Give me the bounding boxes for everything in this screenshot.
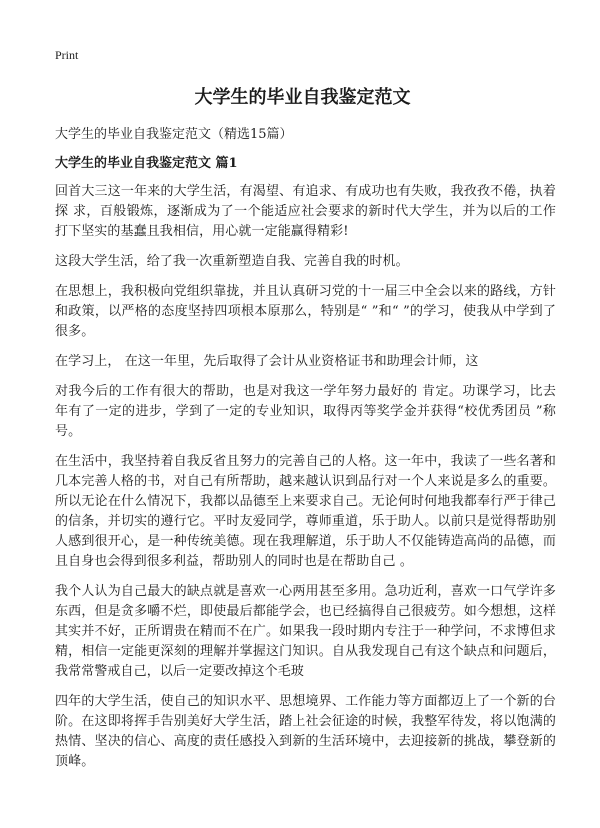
- paragraph: 四年的大学生活，使自己的知识水平、思想境界、工作能力等方面都迈上了一个新的台阶。在这即将挥手告别美好大学生活，踏上社会征途的时候，我整军待发，将以饱满的热情、坚决的信心、高度的责任感投入到新的生活环境中，去迎接新的挑战，攀登新的顶峰。: [55, 694, 556, 769]
- print-link[interactable]: Print: [55, 48, 79, 62]
- section-heading: 大学生的毕业自我鉴定范文 篇1: [55, 156, 238, 171]
- paragraph: 在学习上， 在这一年里，先后取得了会计从业资格证书和助理会计师，这: [55, 354, 479, 369]
- paragraph: 这段大学生活，给了我一次重新塑造自我、完善自我的时机。: [55, 254, 409, 269]
- paragraph: 回首大三这一年来的大学生活，有渴望、有追求、有成功也有失败，我孜孜不倦，执着探 求，百般锻炼，逐渐成为了一个能适应社会要求的新时代大学生，并为以后的工作打下坚实的基蠢且我相信，用心就一定能赢得精彩!: [55, 184, 556, 239]
- paragraph: 我个人认为自己最大的缺点就是喜欢一心两用甚至多用。急功近利，喜欢一口气学许多东西，但是贪多嚼不烂，即使最后都能学会，也已经搞得自己很疲劳。如今想想，这样其实并不好，正所谓贵在精而不在广。如果我一段时期内专注于一种学问，不求博但求精，相信一定能更深刻的理解并掌握这门知识。自从我发现自己有这个缺点和问题后，我常常警戒自己，以后一定要改掉这个毛玻: [55, 584, 556, 679]
- paragraph: 在生活中，我坚持着自我反省且努力的完善自己的人格。这一年中，我读了一些名著和几本完善人格的书，对自己有所帮助，越来越认识到品行对一个人来说是多么的重要。所以无论在什么情况下，我都以品德至上来要求自己。无论何时何地我都奉行严于律己的信条，并切实的遵行它。平时友爱同学，尊师重道，乐于助人。以前只是觉得帮助别人感到很开心，是一种传统美德。现在我理解道，乐于助人不仅能铸造高尚的品德，而且自身也会得到很多利益，帮助别人的同时也是在帮助自己 。: [55, 454, 556, 569]
- paragraph: 对我今后的工作有很大的帮助，也是对我这一学年努力最好的 肯定。功课学习，比去年有了一定的进步，学到了一定的专业知识，取得丙等奖学金并获得“校优秀团员 ”称号。: [55, 384, 556, 439]
- paragraph: 在思想上，我积极向党组织靠拢，并且认真研习党的十一届三中全会以来的路线，方针和政策，以严格的态度坚持四项根本原那么，特别是“ ”和“ ”的学习，使我从中学到了很多。: [55, 284, 556, 339]
- page-title: 大学生的毕业自我鉴定范文: [194, 87, 411, 108]
- document-subtitle: 大学生的毕业自我鉴定范文（精选15篇）: [55, 127, 293, 142]
